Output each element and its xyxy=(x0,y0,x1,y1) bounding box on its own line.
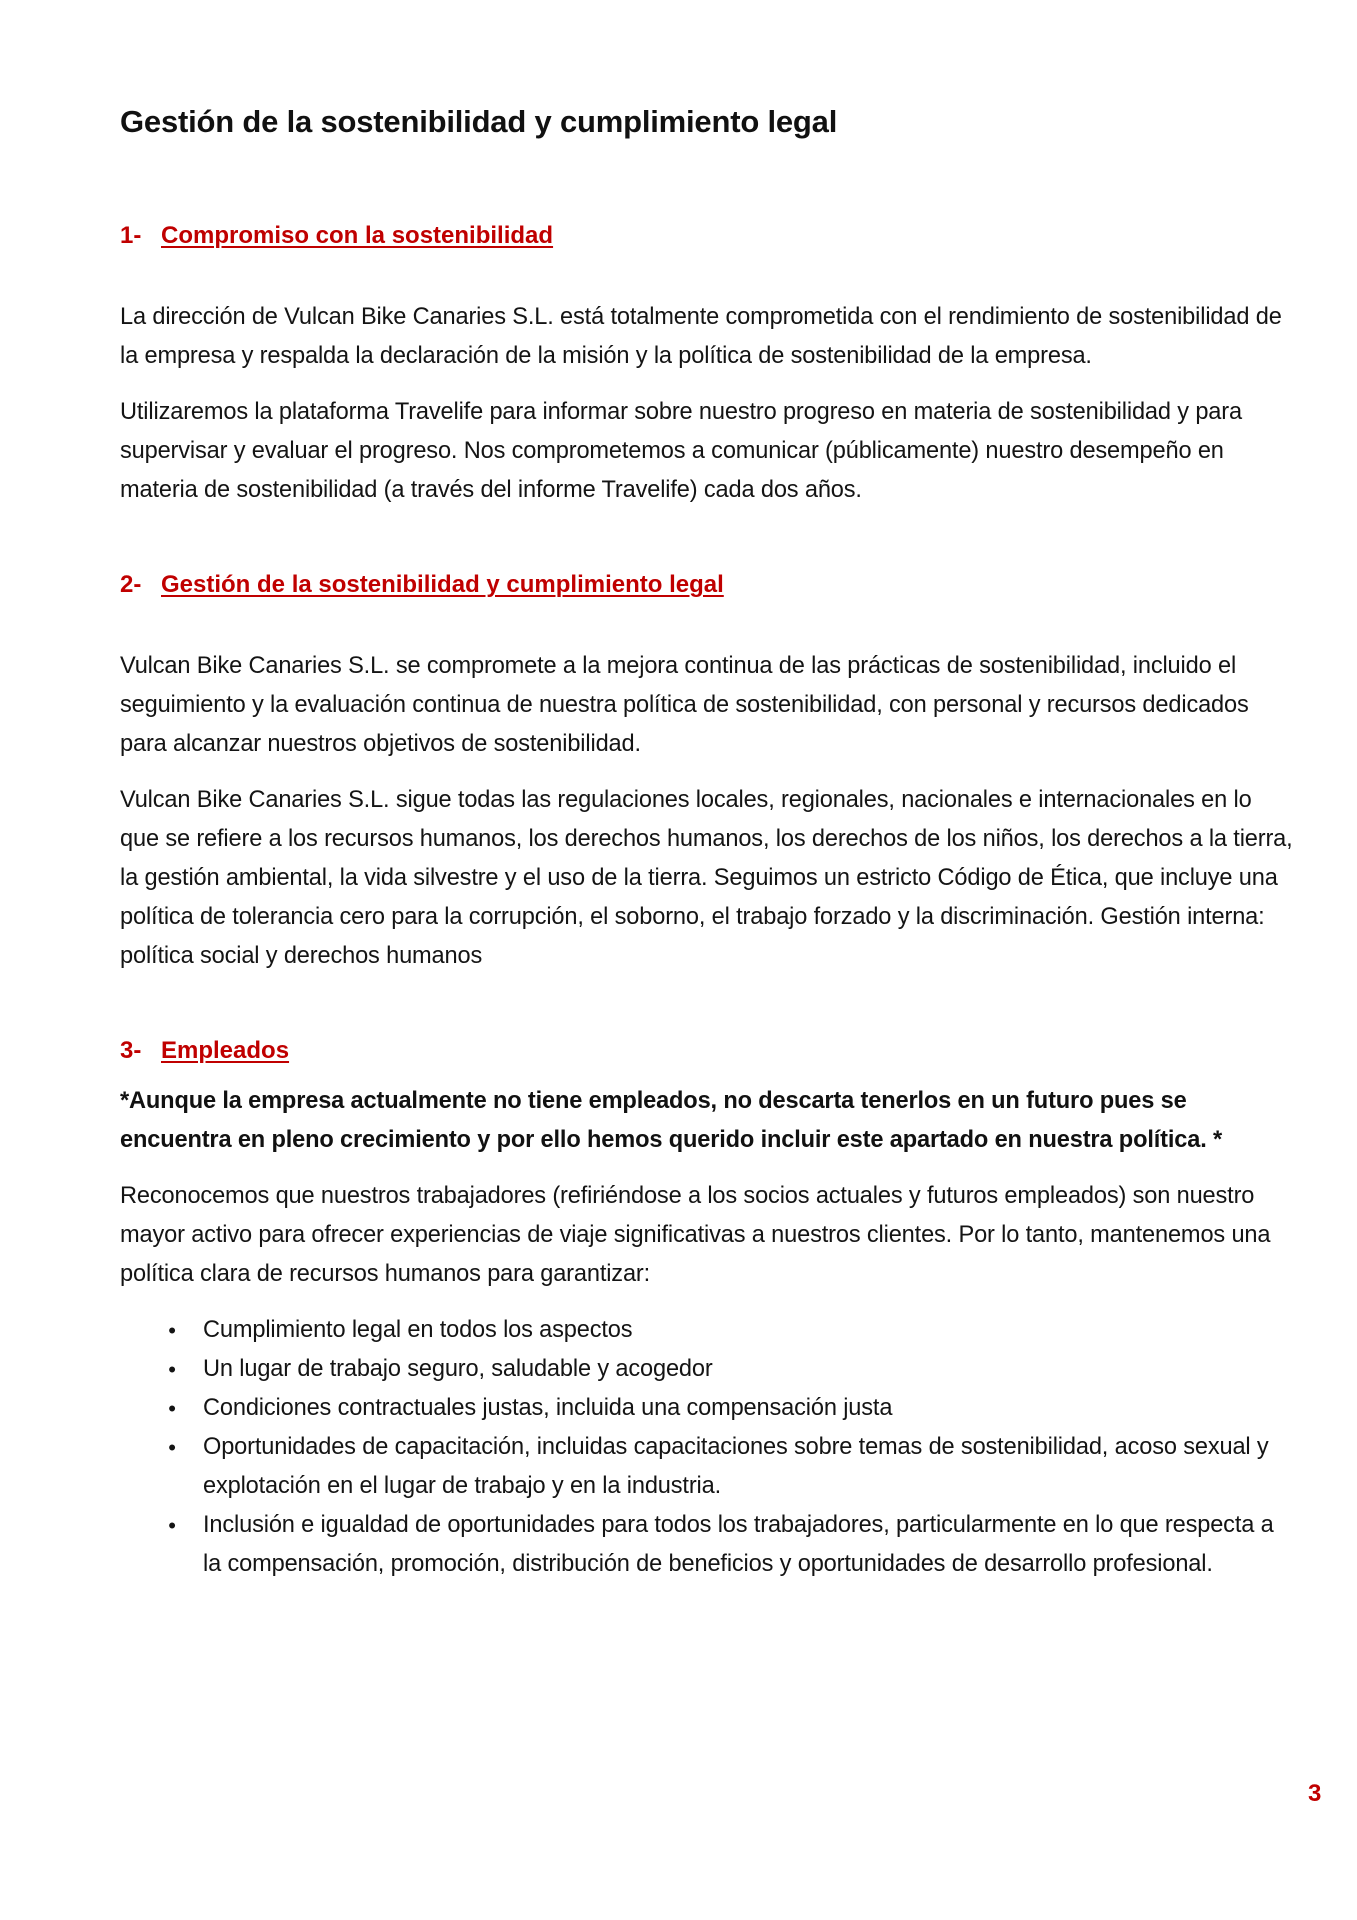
section-heading-text: Empleados xyxy=(161,1037,290,1064)
list-item xyxy=(120,1350,1295,1389)
section-number: 3- xyxy=(120,1037,142,1064)
paragraph: Vulcan Bike Canaries S.L. sigue todas las regulaciones locales, regionales, nacionales e internacionales en lo que se refiere a los recursos humanos, los derechos humanos, los derechos de los niños, los derechos a la tierra, la gestión ambiental, la vida silvestre y el uso de la tierra. Seguimos un estricto Código de Ética, que incluye una política de tolerancia cero para la corrupción, el soborno, el trabajo forzado y la discriminación. Gestión interna: política social y derechos humanos xyxy=(120,787,1293,969)
list-item-text: Condiciones contractuales justas, incluida una compensación justa xyxy=(203,1395,893,1421)
bullet-icon: • xyxy=(168,1513,176,1538)
bullet-icon: • xyxy=(168,1357,176,1382)
paragraph: La dirección de Vulcan Bike Canaries S.L. está totalmente comprometida con el rendimiento de sostenibilidad de la empresa y respalda la declaración de la misión y la política de sostenibilidad de la empresa. xyxy=(120,304,1282,369)
list-item xyxy=(120,1389,1295,1428)
list-item-text: Inclusión e igualdad de oportunidades para todos los trabajadores, particularmente en lo que respecta a la compensación, promoción, distribución de beneficios y oportunidades de desarrollo profesional. xyxy=(203,1512,1274,1577)
list-item xyxy=(120,1311,1295,1350)
section-number: 1- xyxy=(120,222,142,249)
list-item xyxy=(120,1428,1295,1506)
list-item xyxy=(120,1506,1295,1584)
list-item-text: Cumplimiento legal en todos los aspectos xyxy=(203,1317,633,1343)
page-title: Gestión de la sostenibilidad y cumplimiento legal xyxy=(120,104,838,139)
paragraph: Utilizaremos la plataforma Travelife para informar sobre nuestro progreso en materia de sostenibilidad y para supervisar y evaluar el progreso. Nos comprometemos a comunicar (públicamente) nuestro desempeño en materia de sostenibilidad (a través del informe Travelife) cada dos años. xyxy=(120,399,1242,503)
page-number: 3 xyxy=(1308,1780,1322,1807)
list-item-text: Oportunidades de capacitación, incluidas capacitaciones sobre temas de sostenibilidad, acoso sexual y explotación en el lugar de trabajo y en la industria. xyxy=(203,1434,1269,1499)
list-item-text: Un lugar de trabajo seguro, saludable y acogedor xyxy=(203,1356,713,1382)
paragraph: Reconocemos que nuestros trabajadores (refiriéndose a los socios actuales y futuros empleados) son nuestro mayor activo para ofrecer experiencias de viaje significativas a nuestros clientes. Por lo tanto, mantenemos una política clara de recursos humanos para garantizar: xyxy=(120,1183,1271,1287)
paragraph: Vulcan Bike Canaries S.L. se compromete a la mejora continua de las prácticas de sostenibilidad, incluido el seguimiento y la evaluación continua de nuestra política de sostenibilidad, con personal y recursos dedicados para alcanzar nuestros objetivos de sostenibilidad. xyxy=(120,653,1249,757)
policy-bullet-list xyxy=(120,1311,1295,1584)
section-heading-3 xyxy=(120,1034,1295,1068)
section-heading-text: Compromiso con la sostenibilidad xyxy=(161,222,554,249)
section-heading-1 xyxy=(120,219,1295,253)
section-number: 2- xyxy=(120,571,142,598)
employees-note: *Aunque la empresa actualmente no tiene empleados, no descarta tenerlos en un futuro pues se encuentra en pleno crecimiento y por ello hemos querido incluir este apartado en nuestra política. * xyxy=(120,1088,1223,1153)
section-heading-text: Gestión de la sostenibilidad y cumplimiento legal xyxy=(161,571,724,598)
bullet-icon: • xyxy=(168,1396,176,1421)
bullet-icon: • xyxy=(168,1318,176,1343)
bullet-icon: • xyxy=(168,1435,176,1460)
page-content xyxy=(120,100,1295,1584)
section-heading-2 xyxy=(120,568,1295,602)
